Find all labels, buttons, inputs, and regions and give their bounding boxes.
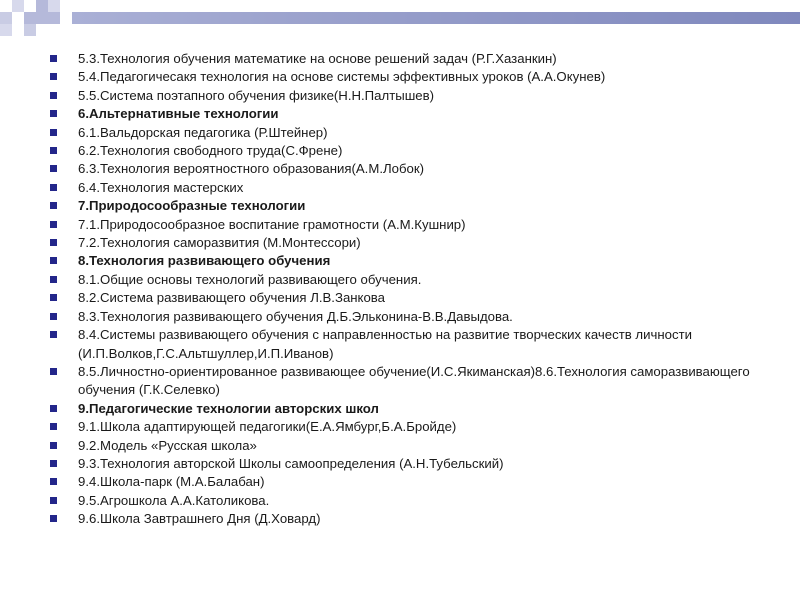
square-bullet-icon [50, 423, 57, 430]
list-item [50, 87, 770, 105]
list-item-text: 9.1.Школа адаптирующей педагогики(Е.А.Ямбург,Б.А.Бройде) [78, 419, 457, 435]
list-item-text: 8.3.Технология развивающего обучения Д.Б.Эльконина-В.В.Давыдова. [78, 308, 513, 324]
decor-tile [12, 0, 24, 12]
list-item [50, 124, 770, 142]
square-bullet-icon [50, 460, 57, 467]
list-item-text: 9.3.Технология авторской Школы самоопределения (А.Н.Тубельский) [78, 455, 504, 471]
list-item [50, 492, 770, 510]
square-bullet-icon [50, 276, 57, 283]
square-bullet-icon [50, 442, 57, 449]
list-item-text: 8.2.Система развивающего обучения Л.В.Занкова [78, 290, 386, 306]
list-item [50, 271, 770, 289]
square-bullet-icon [50, 184, 57, 191]
list-item-text: 5.5.Система поэтапного обучения физике(Н.Н.Палтышев) [78, 87, 435, 103]
decor-tile [36, 0, 48, 12]
list-item [50, 142, 770, 160]
list-item-text: 8.5.Личностно-ориентированное развивающее обучение(И.С.Якиманская)8.6.Технология саморазвивающего обучения (Г.К.Селевко) [78, 363, 750, 398]
square-bullet-icon [50, 55, 57, 62]
square-bullet-icon [50, 110, 57, 117]
square-bullet-icon [50, 92, 57, 99]
square-bullet-icon [50, 221, 57, 228]
decor-tile [0, 24, 12, 36]
section-heading-item [50, 105, 770, 123]
square-bullet-icon [50, 294, 57, 301]
list-item-text: 8.Технология развивающего обучения [78, 253, 331, 269]
content-area [50, 50, 770, 529]
square-bullet-icon [50, 129, 57, 136]
list-item-text: 7.1.Природосообразное воспитание грамотности (А.М.Кушнир) [78, 216, 466, 232]
section-heading-item [50, 400, 770, 418]
bullet-list [50, 50, 770, 529]
square-bullet-icon [50, 239, 57, 246]
list-item [50, 326, 770, 363]
section-heading-item [50, 197, 770, 215]
list-item [50, 68, 770, 86]
list-item [50, 510, 770, 528]
square-bullet-icon [50, 368, 57, 375]
decor-tile [24, 24, 36, 36]
square-bullet-icon [50, 515, 57, 522]
square-bullet-icon [50, 202, 57, 209]
decor-strip [24, 12, 60, 24]
list-item [50, 160, 770, 178]
square-bullet-icon [50, 331, 57, 338]
list-item-text: 7.Природосообразные технологии [78, 198, 306, 214]
list-item [50, 455, 770, 473]
list-item-text: 8.4.Системы развивающего обучения с направленностью на развитие творческих качеств личности (И.П.Волков,Г.С.Альтшуллер,И.П.Иванов) [78, 327, 692, 361]
list-item-text: 9.Педагогические технологии авторских школ [78, 400, 379, 416]
list-item [50, 234, 770, 252]
square-bullet-icon [50, 478, 57, 485]
list-item-text: 6.4.Технология мастерских [78, 179, 244, 195]
square-bullet-icon [50, 257, 57, 264]
list-item [50, 363, 770, 400]
list-item-text: 8.1.Общие основы технологий развивающего обучения. [78, 271, 422, 287]
list-item [50, 437, 770, 455]
square-bullet-icon [50, 165, 57, 172]
decor-strip [72, 12, 800, 24]
square-bullet-icon [50, 405, 57, 412]
list-item-text: 9.4.Школа-парк (М.А.Балабан) [78, 474, 265, 490]
list-item-text: 6.Альтернативные технологии [78, 106, 279, 122]
square-bullet-icon [50, 73, 57, 80]
list-item-text: 6.2.Технология свободного труда(С.Френе) [78, 143, 343, 159]
list-item-text: 6.3.Технология вероятностного образования(А.М.Лобок) [78, 161, 425, 177]
header-decoration [0, 0, 800, 36]
list-item [50, 289, 770, 307]
list-item-text: 7.2.Технология саморазвития (М.Монтессори) [78, 235, 361, 251]
list-item [50, 179, 770, 197]
list-item-text: 5.4.Педагогичесакя технология на основе системы эффективных уроков (А.А.Окунев) [78, 69, 606, 85]
list-item-text: 9.6.Школа Завтрашнего Дня (Д.Ховард) [78, 511, 321, 527]
decor-strip [0, 12, 12, 24]
list-item-text: 6.1.Вальдорская педагогика (Р.Штейнер) [78, 124, 328, 140]
list-item [50, 216, 770, 234]
decor-tile [48, 0, 60, 12]
section-heading-item [50, 252, 770, 270]
list-item-text: 9.5.Агрошкола А.А.Католикова. [78, 492, 270, 508]
square-bullet-icon [50, 313, 57, 320]
list-item [50, 308, 770, 326]
list-item-text: 9.2.Модель «Русская школа» [78, 437, 257, 453]
square-bullet-icon [50, 497, 57, 504]
list-item [50, 418, 770, 436]
list-item [50, 473, 770, 491]
list-item [50, 50, 770, 68]
square-bullet-icon [50, 147, 57, 154]
list-item-text: 5.3.Технология обучения математике на основе решений задач (Р.Г.Хазанкин) [78, 51, 557, 66]
